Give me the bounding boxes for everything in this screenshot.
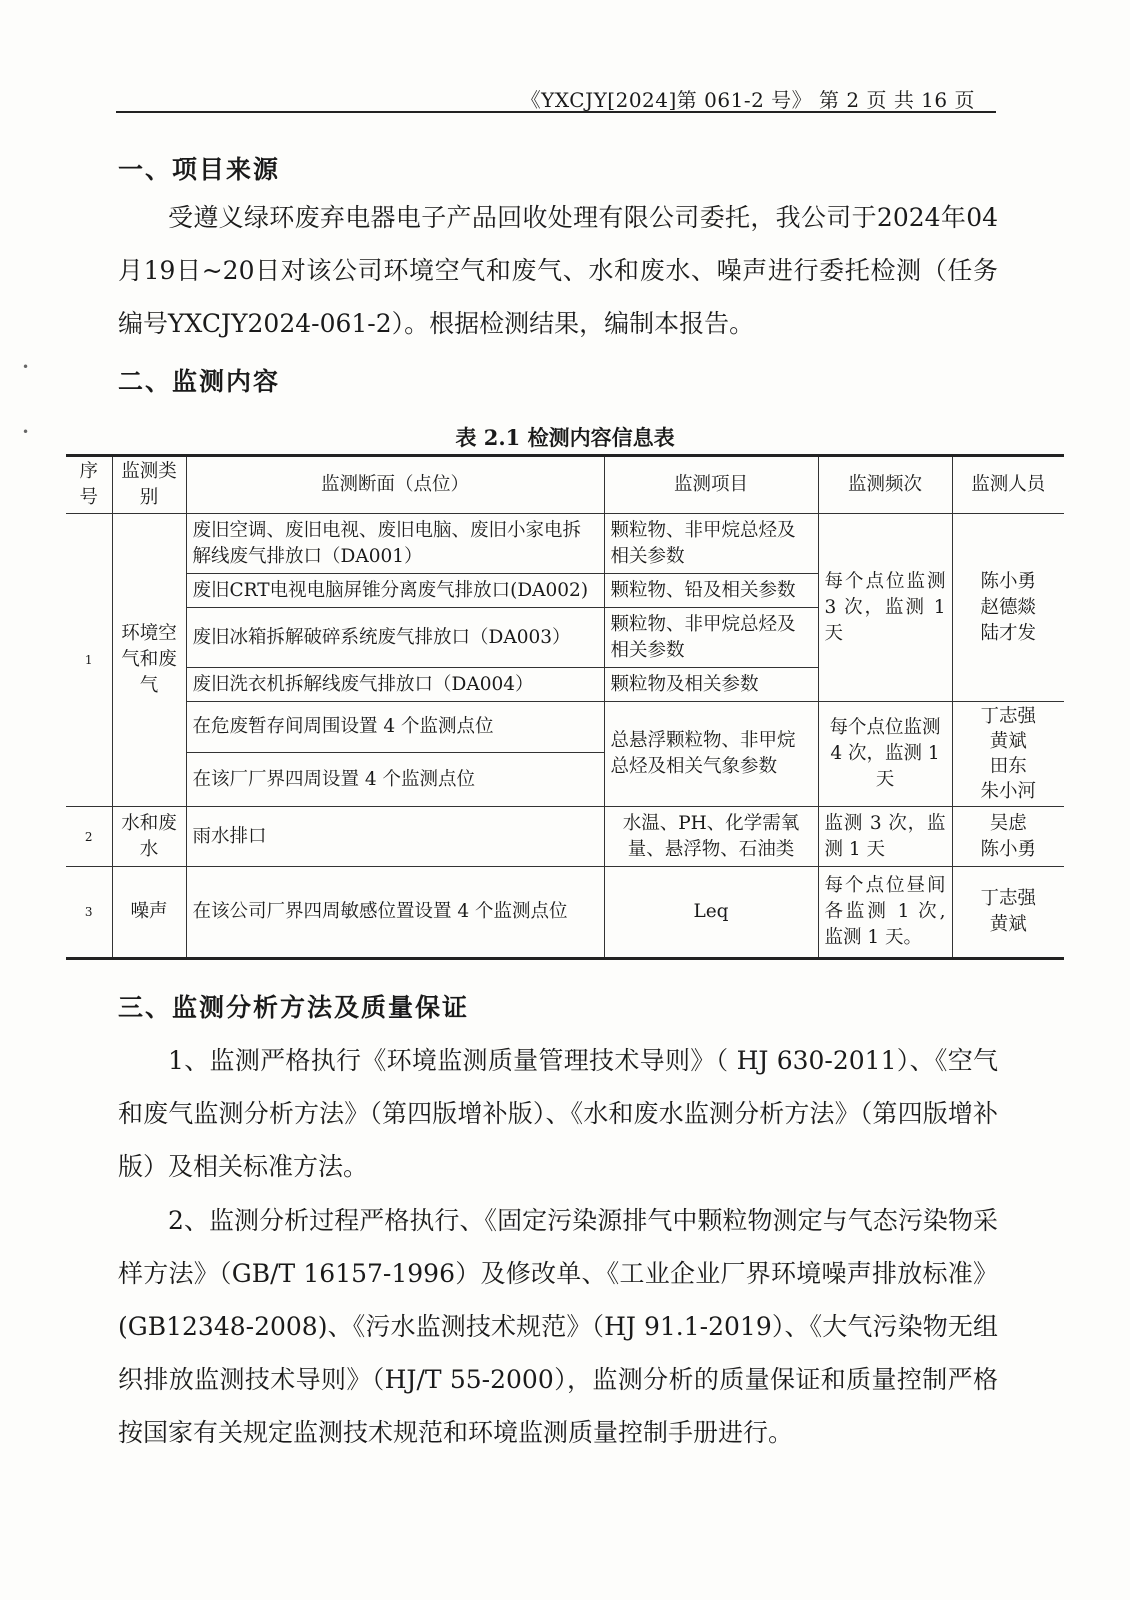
staff-cell: 丁志强 黄斌 田东 朱小河 [952, 702, 1064, 807]
table-header-row [66, 456, 1064, 514]
table-row [66, 867, 1064, 959]
staff-cell: 吴虑 陈小勇 [952, 807, 1064, 867]
frequency-cell: 每个点位监测 3 次，监测 1 天 [818, 514, 952, 702]
table-row [66, 514, 1064, 574]
col-header-point: 监测断面（点位） [186, 456, 604, 514]
table-row [66, 807, 1064, 867]
item-cell: 颗粒物、非甲烷总烃及相关参数 [604, 608, 818, 668]
point-cell: 在该厂厂界四周设置 4 个监测点位 [186, 753, 604, 807]
point-cell: 废旧洗衣机拆解线废气排放口（DA004） [186, 668, 604, 702]
row-number: 1 [66, 514, 112, 807]
item-cell: 水温、PH、化学需氧量、悬浮物、石油类 [604, 807, 818, 867]
point-cell: 废旧CRT电视电脑屏锥分离废气排放口(DA002) [186, 574, 604, 608]
col-header-frequency: 监测频次 [818, 456, 952, 514]
point-cell: 雨水排口 [186, 807, 604, 867]
col-header-staff: 监测人员 [952, 456, 1064, 514]
item-cell: 颗粒物及相关参数 [604, 668, 818, 702]
table-caption: 表 2.1 检测内容信息表 [455, 425, 675, 450]
col-header-category: 监测类别 [112, 456, 186, 514]
item-cell: 颗粒物、铅及相关参数 [604, 574, 818, 608]
item-cell: 颗粒物、非甲烷总烃及相关参数 [604, 514, 818, 574]
row-number: 3 [66, 867, 112, 959]
staff-cell: 陈小勇 赵德燚 陆才发 [952, 514, 1064, 702]
section3-title: 三、监测分析方法及质量保证 [118, 993, 470, 1022]
item-cell: Leq [604, 867, 818, 959]
point-cell: 在危废暂存间周围设置 4 个监测点位 [186, 702, 604, 753]
section3-paragraph-2: 2、监测分析过程严格执行、《固定污染源排气中颗粒物测定与气态污染物采样方法》（GB/T 16157-1996）及修改单、《工业企业厂界环境噪声排放标准》(GB12348-2008)、《污水监测技术规范》（HJ 91.1-2019）、《大气污染物无组织排放监测技术导则》（HJ/T 55-2000），监测分析的质量保证和质量控制严格按国家有关规定监测技术规范和环境监测质量控制手册进行。 [118, 1206, 998, 1447]
section3-paragraph-1: 1、监测严格执行《环境监测质量管理技术导则》（ HJ 630-2011）、《空气和废气监测分析方法》（第四版增补版）、《水和废水监测分析方法》（第四版增补版）及相关标准方法。 [118, 1046, 998, 1181]
point-cell: 废旧空调、废旧电视、废旧电脑、废旧小家电拆解线废气排放口（DA001） [186, 514, 604, 574]
table-row [66, 702, 1064, 753]
category-cell: 噪声 [112, 867, 186, 959]
frequency-cell: 监测 3 次，监测 1 天 [818, 807, 952, 867]
monitoring-content-table [66, 454, 1064, 960]
col-header-item: 监测项目 [604, 456, 818, 514]
frequency-cell: 每个点位昼间各监测 1 次,监测 1 天。 [818, 867, 952, 959]
section2-title: 二、监测内容 [118, 367, 281, 396]
section1-body: 受遵义绿环废弃电器电子产品回收处理有限公司委托，我公司于2024年04月19日~20日对该公司环境空气和废气、水和废水、噪声进行委托检测（任务编号YXCJY2024-061-2）。根据检测结果，编制本报告。 [118, 203, 998, 338]
header-rule [116, 111, 996, 113]
scan-mark: • [22, 360, 30, 374]
item-cell: 总悬浮颗粒物、非甲烷总烃及相关气象参数 [604, 702, 818, 807]
section1-title: 一、项目来源 [118, 155, 281, 184]
point-cell: 在该公司厂界四周敏感位置设置 4 个监测点位 [186, 867, 604, 959]
category-cell: 水和废水 [112, 807, 186, 867]
document-number-header: 《YXCJY[2024]第 061-2 号》 第 2 页 共 16 页 [520, 88, 975, 112]
scan-mark: • [22, 425, 30, 439]
col-header-no: 序号 [66, 456, 112, 514]
staff-cell: 丁志强 黄斌 [952, 867, 1064, 959]
frequency-cell: 每个点位监测 4 次，监测 1 天 [818, 702, 952, 807]
point-cell: 废旧冰箱拆解破碎系统废气排放口（DA003） [186, 608, 604, 668]
category-cell: 环境空气和废气 [112, 514, 186, 807]
row-number: 2 [66, 807, 112, 867]
